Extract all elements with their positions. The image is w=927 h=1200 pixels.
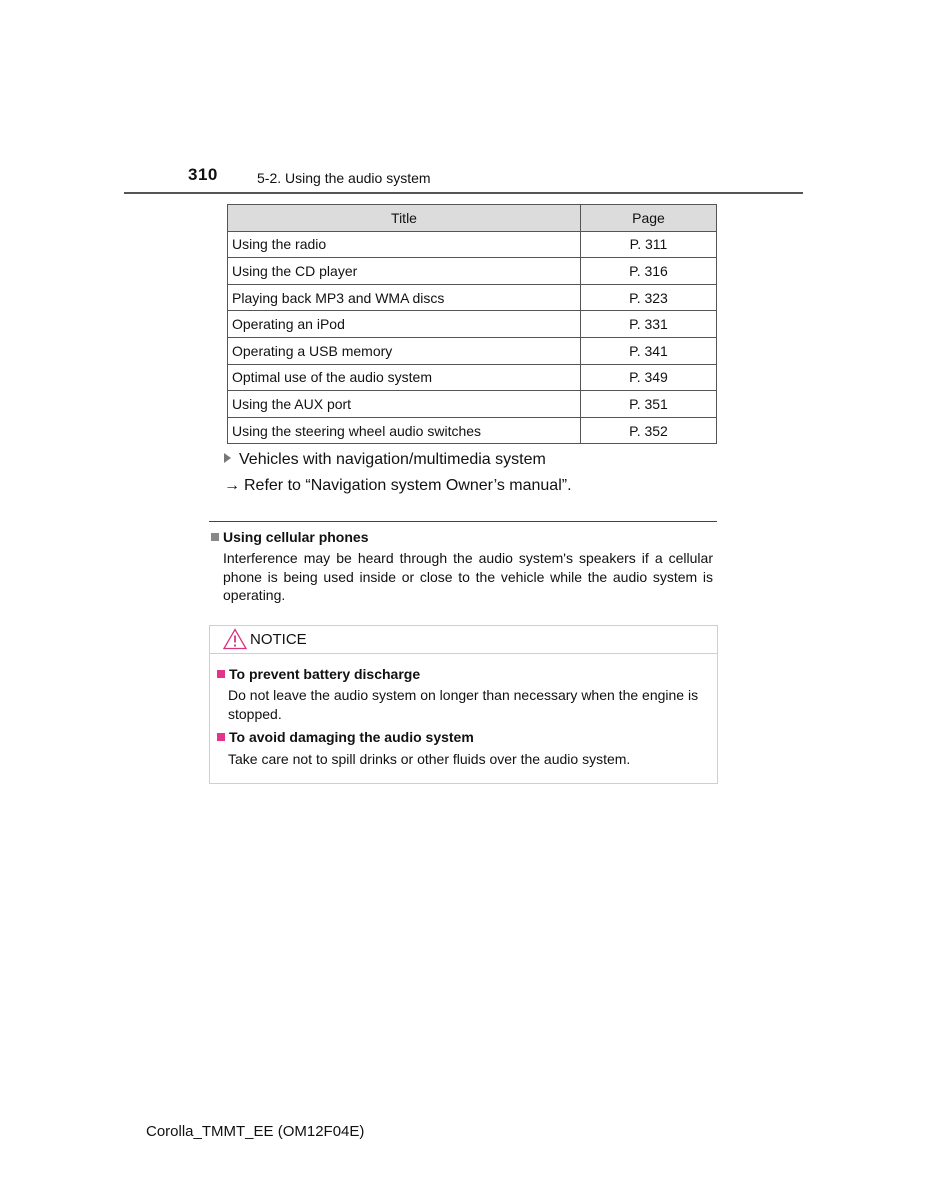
refer-text: Refer to “Navigation system Owner’s manual”. [244, 477, 572, 494]
row-title: Operating an iPod [228, 311, 581, 338]
page-number: 310 [188, 165, 218, 184]
contents-table [227, 204, 717, 444]
row-page: P. 311 [581, 231, 717, 258]
table-row [228, 337, 717, 364]
notice-box [209, 625, 718, 784]
navigation-vehicles-line [224, 451, 546, 469]
table-header-row [228, 205, 717, 232]
row-title: Using the CD player [228, 258, 581, 285]
row-title: Using the radio [228, 231, 581, 258]
row-title: Using the AUX port [228, 391, 581, 418]
arrow-right-icon: → [224, 477, 240, 494]
square-bullet-icon [211, 533, 219, 541]
table-row [228, 258, 717, 285]
notice-item-heading [217, 666, 420, 682]
notice-item-text: Take care not to spill drinks or other fluids over the audio system. [228, 751, 631, 767]
row-page: P. 349 [581, 364, 717, 391]
table-row [228, 284, 717, 311]
column-header-page: Page [581, 205, 717, 232]
footer-model-code: Corolla_TMMT_EE (OM12F04E) [146, 1123, 365, 1140]
row-page: P. 316 [581, 258, 717, 285]
cellular-heading [211, 529, 368, 545]
row-page: P. 351 [581, 391, 717, 418]
row-title: Operating a USB memory [228, 337, 581, 364]
section-divider [209, 521, 717, 522]
column-header-title: Title [228, 205, 581, 232]
row-page: P. 352 [581, 417, 717, 444]
table-row [228, 231, 717, 258]
navigation-vehicles-text: Vehicles with navigation/multimedia system [239, 451, 546, 468]
table-row [228, 364, 717, 391]
notice-label: NOTICE [250, 631, 307, 648]
square-bullet-icon [217, 670, 225, 678]
row-page: P. 341 [581, 337, 717, 364]
notice-heading-text: To prevent battery discharge [229, 666, 421, 682]
row-page: P. 331 [581, 311, 717, 338]
row-title: Using the steering wheel audio switches [228, 417, 581, 444]
row-title: Optimal use of the audio system [228, 364, 581, 391]
warning-triangle-icon [223, 628, 247, 650]
cellular-body: Interference may be heard through the audio system's speakers if a cellular phone is being used inside or close to the vehicle while the audio system is operating. [223, 550, 713, 603]
table-row [228, 417, 717, 444]
row-page: P. 323 [581, 284, 717, 311]
notice-header [210, 626, 717, 654]
refer-line [224, 477, 572, 495]
cellular-heading-text: Using cellular phones [223, 529, 369, 545]
row-title: Playing back MP3 and WMA discs [228, 284, 581, 311]
table-row [228, 311, 717, 338]
section-title: 5-2. Using the audio system [257, 170, 431, 186]
notice-heading-text: To avoid damaging the audio system [229, 729, 474, 745]
table-row [228, 391, 717, 418]
square-bullet-icon [217, 733, 225, 741]
triangle-bullet-icon [224, 453, 231, 463]
header-divider [124, 192, 803, 194]
notice-item-text: Do not leave the audio system on longer than necessary when the engine is stopped. [228, 687, 699, 722]
notice-item-heading [217, 729, 474, 745]
